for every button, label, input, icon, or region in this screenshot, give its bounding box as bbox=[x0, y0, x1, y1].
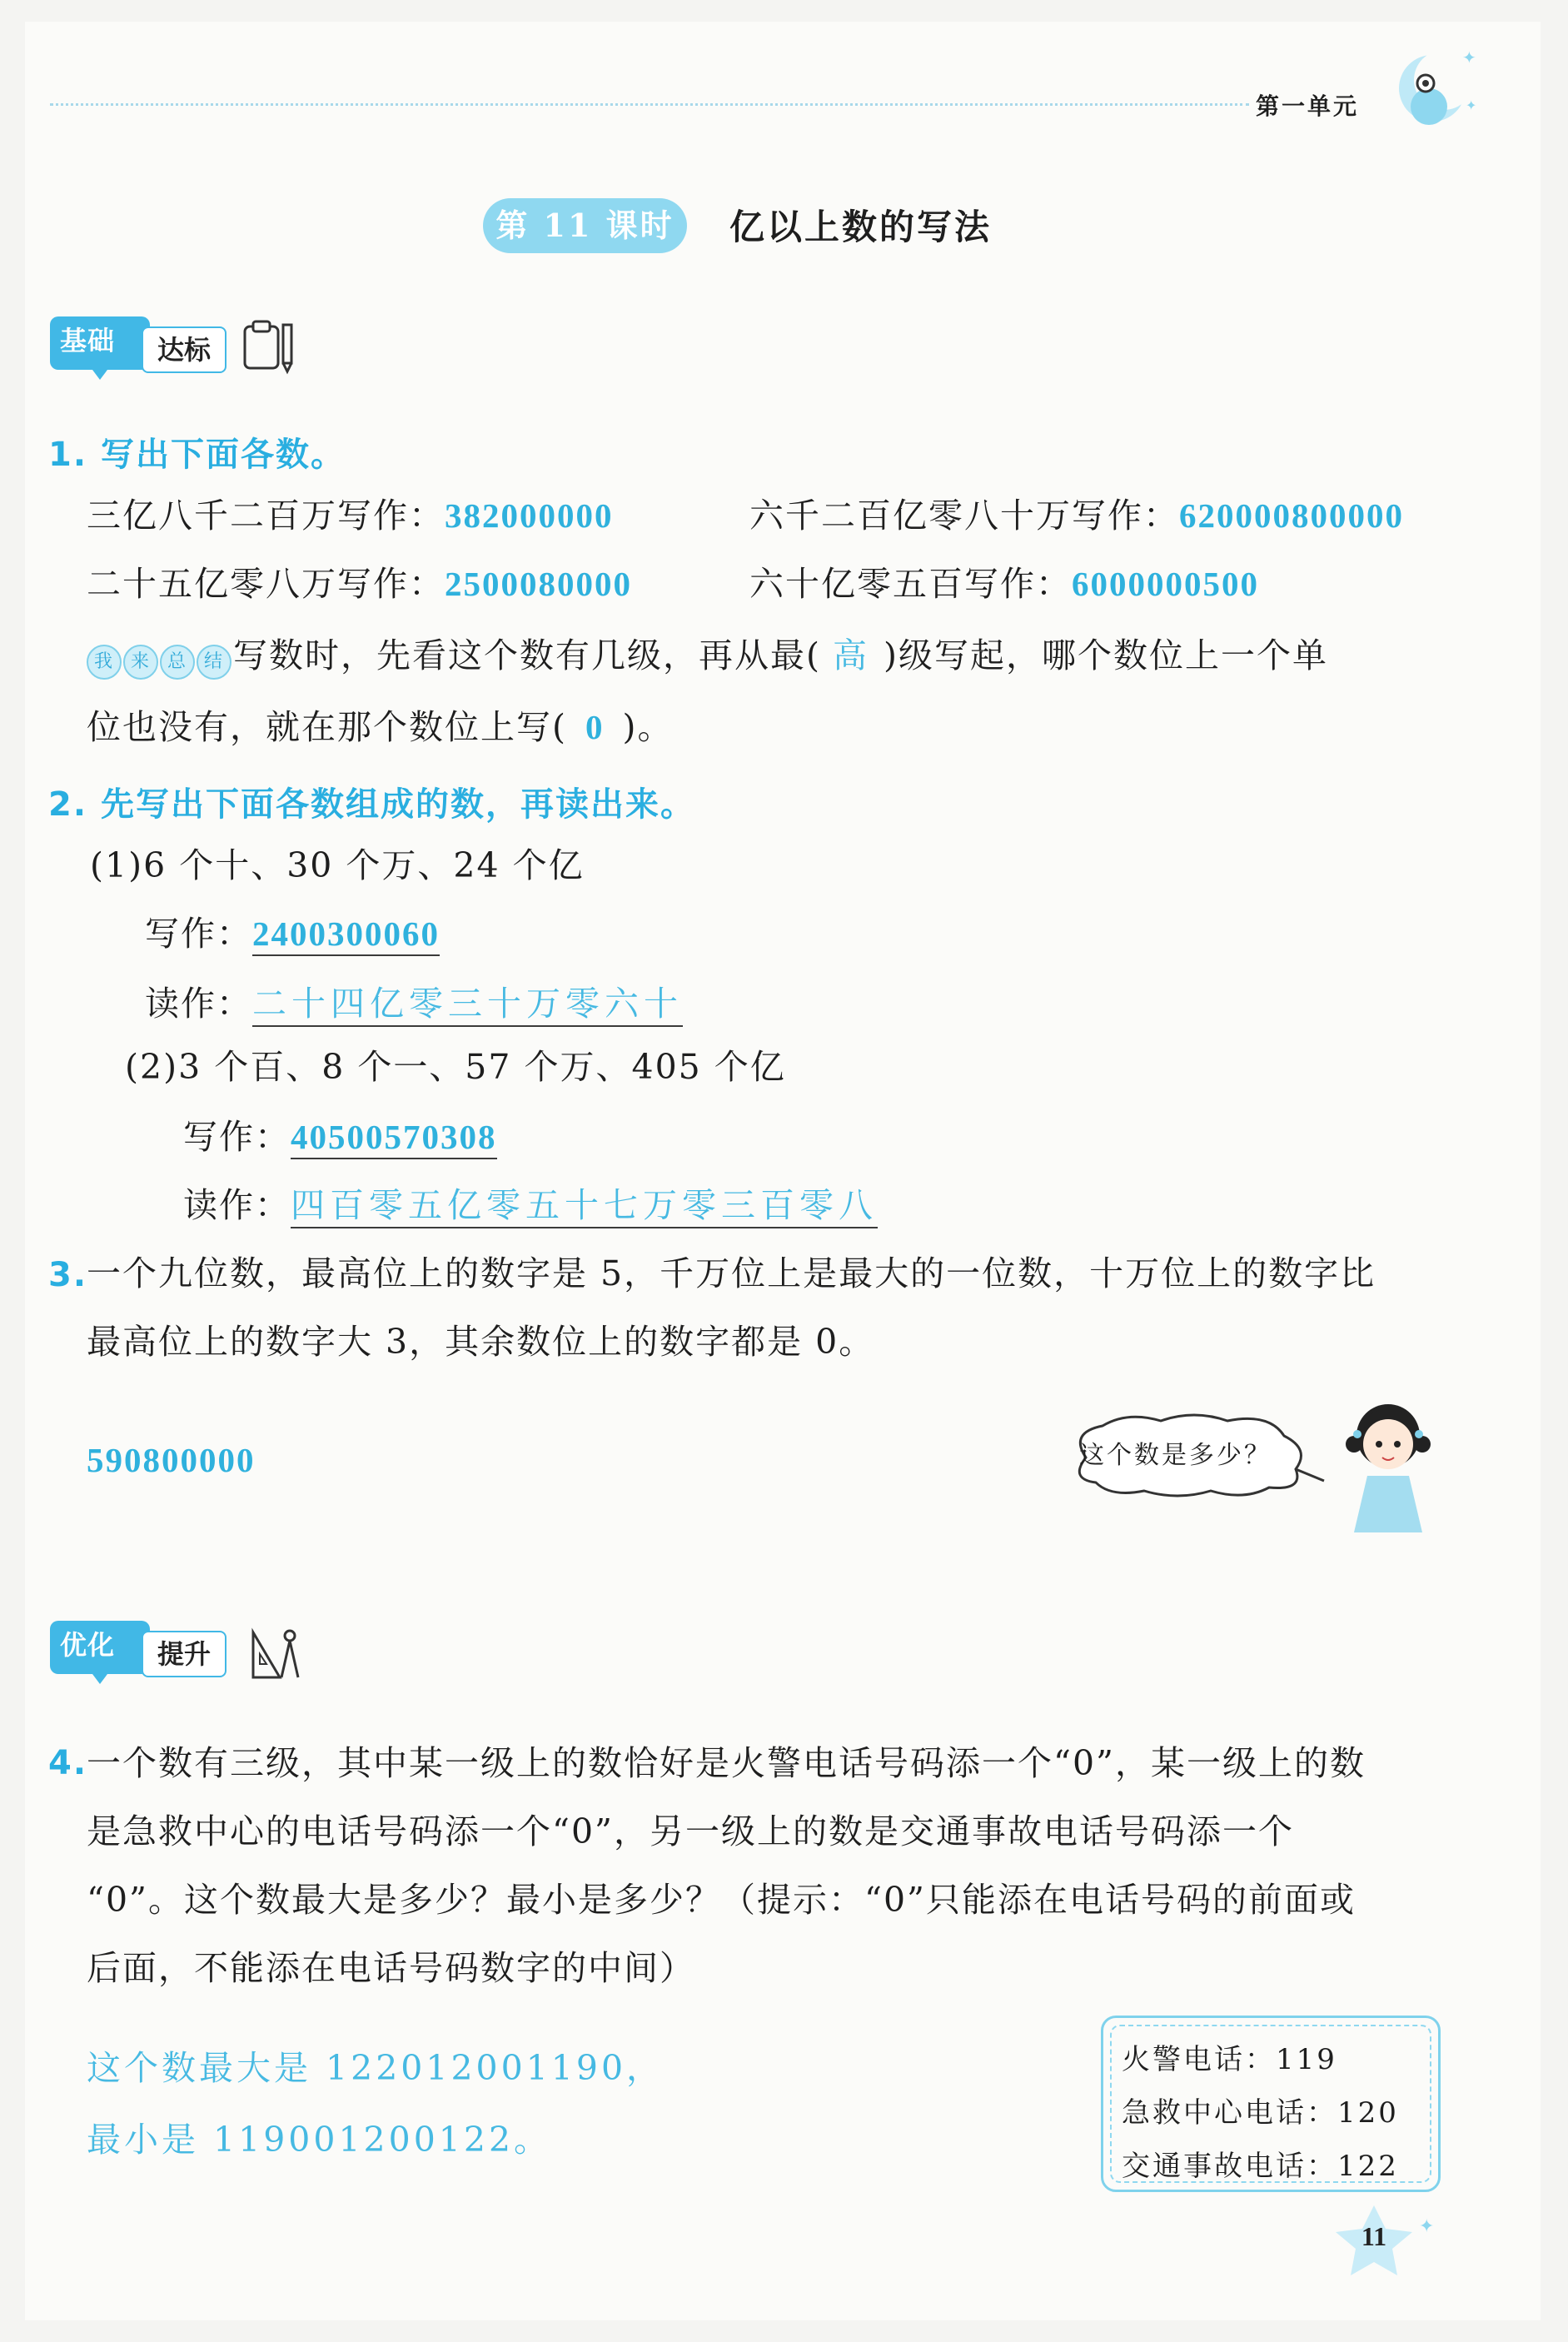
q1-summary-line-1 bbox=[87, 635, 1328, 680]
section-badge-advanced bbox=[50, 1621, 233, 1697]
lesson-badge: 第 11 课时 bbox=[483, 198, 687, 253]
moon-mascot-icon bbox=[1382, 30, 1482, 130]
q2-part1-prompt: (1)6 个十、30 个万、24 个亿 bbox=[90, 845, 585, 885]
q1-item-1-answer: 382000000 bbox=[445, 496, 614, 535]
q1-item-3-prompt: 二十五亿零八万写作： bbox=[87, 564, 445, 604]
svg-text:✦: ✦ bbox=[1466, 97, 1477, 113]
header-dotted-rule bbox=[50, 103, 1249, 106]
q4-answer-1: 这个数最大是 122012001190， bbox=[87, 2048, 665, 2088]
summary-tag-char: 总 bbox=[160, 645, 195, 680]
phone-traffic: 交通事故电话：122 bbox=[1122, 2150, 1399, 2183]
q3-answer: 590800000 bbox=[87, 1441, 256, 1479]
q4-answer-2: 最小是 119001200122。 bbox=[87, 2120, 552, 2160]
ruler-compass-icon bbox=[246, 1624, 306, 1684]
write-label: 写作： bbox=[145, 914, 252, 954]
summary-text: 写数时，先看这个数有几级，再从最( bbox=[233, 635, 821, 675]
section-badge-basic bbox=[50, 316, 233, 393]
q1-item-1 bbox=[87, 495, 614, 536]
badge-tail bbox=[90, 1671, 110, 1684]
q2-part1-write bbox=[145, 913, 440, 954]
q4-line-3: “0”。这个数最大是多少？最小是多少？（提示：“0”只能添在电话号码的前面或 bbox=[87, 1880, 1356, 1920]
q1-item-4-prompt: 六十亿零五百写作： bbox=[749, 564, 1072, 604]
q4-number: 4. bbox=[48, 1744, 88, 1782]
q3-bubble-text: 这个数是多少？ bbox=[1079, 1441, 1272, 1470]
section-label-b: 达标 bbox=[142, 326, 226, 373]
unit-label: 第一单元 bbox=[1256, 92, 1360, 120]
summary-blank-1: 高 bbox=[833, 635, 872, 675]
q1-item-4-answer: 6000000500 bbox=[1072, 565, 1259, 603]
q1-summary-line-2 bbox=[87, 706, 674, 748]
q1-item-2-answer: 620000800000 bbox=[1179, 496, 1404, 535]
read-label: 读作： bbox=[145, 984, 252, 1024]
girl-mascot-icon bbox=[1342, 1396, 1434, 1537]
summary-tag-char: 我 bbox=[87, 645, 122, 680]
q4-line-1: 一个数有三级，其中某一级上的数恰好是火警电话号码添一个“0”，某一级上的数 bbox=[87, 1743, 1366, 1783]
q2-part2-read bbox=[183, 1184, 878, 1226]
q3-line-1: 一个九位数，最高位上的数字是 5，千万位上是最大的一位数，十万位上的数字比 bbox=[87, 1253, 1376, 1293]
q1-item-1-prompt: 三亿八千二百万写作： bbox=[87, 496, 445, 536]
summary-tag bbox=[87, 635, 233, 675]
section-label-a: 优化 bbox=[50, 1621, 150, 1674]
section-label-b: 提升 bbox=[142, 1631, 226, 1677]
write-label: 写作： bbox=[183, 1117, 291, 1157]
summary-tag-char: 来 bbox=[123, 645, 158, 680]
badge-tail bbox=[90, 366, 110, 380]
section-label-a: 基础 bbox=[50, 316, 150, 370]
q2-title: 2. 先写出下面各数组成的数，再读出来。 bbox=[48, 785, 695, 824]
summary-text: 位也没有，就在那个数位上写( bbox=[87, 707, 567, 747]
q2-part2-read-answer: 四百零五亿零五十七万零三百零八 bbox=[291, 1185, 878, 1228]
summary-blank-2: 0 bbox=[585, 708, 605, 746]
q2-part1-write-answer: 2400300060 bbox=[252, 914, 440, 956]
q1-item-3-answer: 2500080000 bbox=[445, 565, 632, 603]
clipboard-pencil-icon bbox=[240, 315, 300, 375]
q1-item-2 bbox=[749, 495, 1404, 536]
lesson-title: 亿以上数的写法 bbox=[729, 207, 993, 247]
q1-item-2-prompt: 六千二百亿零八十万写作： bbox=[749, 496, 1179, 536]
q1-item-4 bbox=[749, 563, 1259, 605]
phone-emergency: 急救中心电话：120 bbox=[1122, 2096, 1399, 2130]
q2-part1-read bbox=[145, 983, 683, 1024]
summary-tag-char: 结 bbox=[197, 645, 231, 680]
page-number: 11 bbox=[1361, 2221, 1387, 2251]
q4-line-4: 后面，不能添在电话号码数字的中间） bbox=[87, 1948, 695, 1988]
q3-number: 3. bbox=[48, 1256, 88, 1294]
summary-text: )。 bbox=[622, 707, 674, 747]
q1-item-3 bbox=[87, 563, 632, 605]
q2-part2-write bbox=[183, 1116, 497, 1158]
q1-title: 1. 写出下面各数。 bbox=[48, 436, 346, 474]
phone-numbers-box bbox=[1101, 2016, 1441, 2192]
q2-part2-write-answer: 40500570308 bbox=[291, 1118, 497, 1159]
summary-text: )级写起，哪个数位上一个单 bbox=[884, 635, 1328, 675]
q2-part2-prompt: (2)3 个百、8 个一、57 个万、405 个亿 bbox=[125, 1047, 786, 1087]
q4-line-2: 是急救中心的电话号码添一个“0”，另一级上的数是交通事故电话号码添一个 bbox=[87, 1811, 1295, 1851]
q2-part1-read-answer: 二十四亿零三十万零六十 bbox=[252, 984, 683, 1027]
phone-fire: 火警电话：119 bbox=[1122, 2043, 1337, 2076]
svg-text:✦: ✦ bbox=[1462, 47, 1476, 67]
q3-line-2: 最高位上的数字大 3，其余数位上的数字都是 0。 bbox=[87, 1322, 875, 1362]
svg-text:✦: ✦ bbox=[1419, 2216, 1435, 2237]
read-label: 读作： bbox=[183, 1185, 291, 1225]
